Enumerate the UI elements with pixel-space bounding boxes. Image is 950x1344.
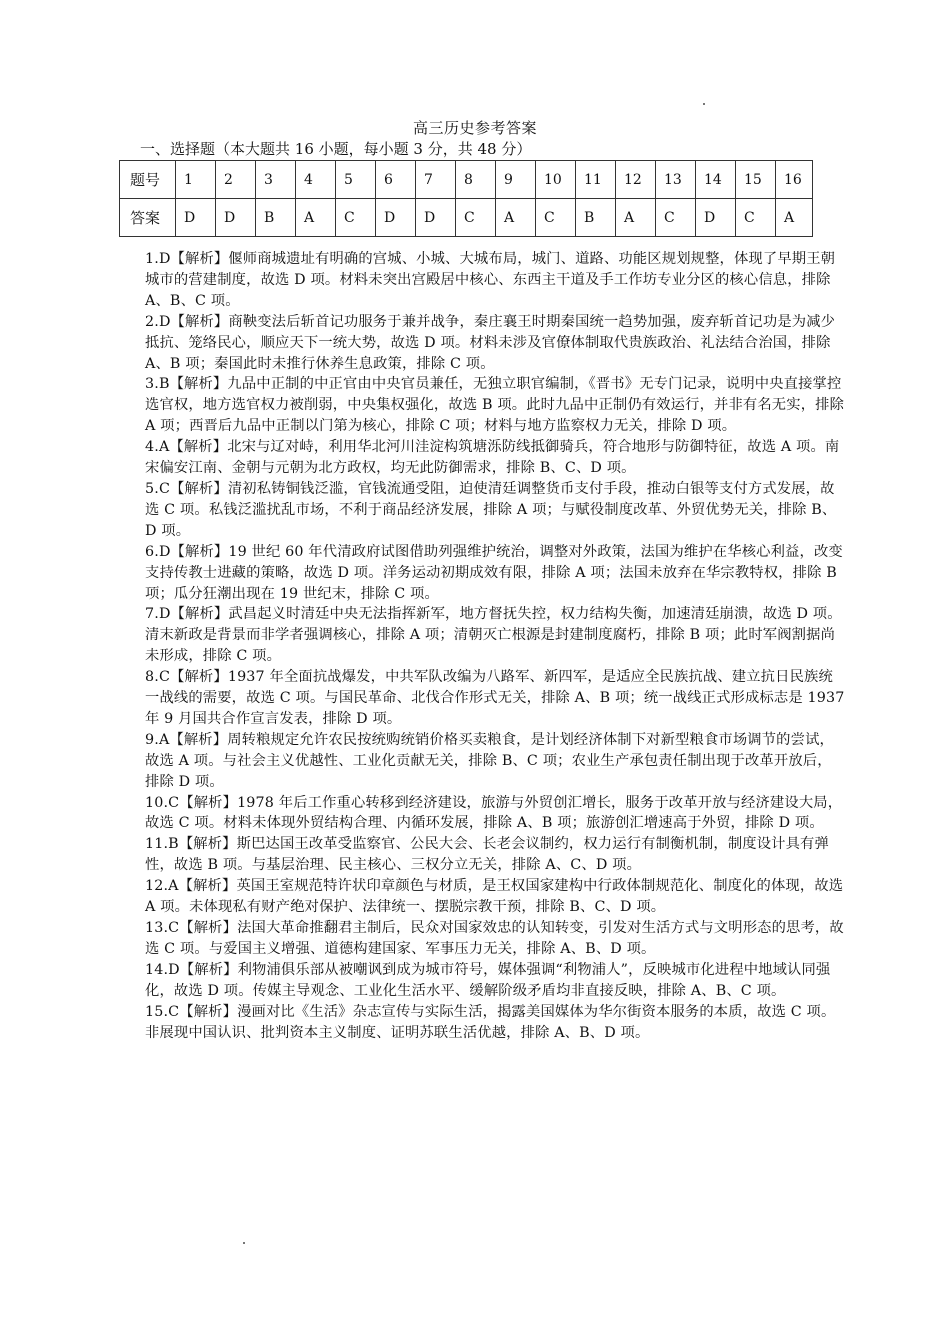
explanation-item: 5.C【解析】清初私铸铜钱泛滥，官钱流通受阻，迫使清廷调整货币支付手段，推动白银等支付方式发展，故选 C 项。私钱泛滥扰乱市场，不利于商品经济发展，排除 A 项；与赋役制度改革、外贸优势无关，排除 B、D 项。	[145, 480, 837, 539]
question-number-cell: 8	[456, 161, 496, 199]
answer-cell: C	[336, 199, 376, 237]
explanation-item: 3.B【解析】九品中正制的中正官由中央官员兼任，无独立职官编制，《晋书》无专门记录，说明中央直接掌控选官权，地方选官权力被削弱，中央集权强化，故选 B 项。此时九品中正制仍有效运行，并非有名无实，排除 A 项；西晋后九品中正制以门第为核心，排除 C 项；材料与地方监察权力无关，排除 D 项。	[145, 376, 845, 435]
answer-table	[119, 160, 813, 237]
explanation-item: 12.A【解析】英国王室规范特许状印章颜色与材质，是王权国家建构中行政体制规范化、制度化的体现，故选 A 项。未体现私有财产绝对保护、法律统一、摆脱宗教干预，排除 B、C、D 项。	[145, 878, 844, 916]
answer-cell: D	[376, 199, 416, 237]
question-number-cell: 5	[336, 161, 376, 199]
explanation-item: 8.C【解析】1937 年全面抗战爆发，中共军队改编为八路军、新四军，是适应全民族抗战、建立抗日民族统一战线的需要，故选 C 项。与国民革命、北伐合作形式无关，排除 A、B 项；统一战线正式形成标志是 1937 年 9 月国共合作宣言发表，排除 D 项。	[145, 669, 845, 727]
answer-cell: C	[656, 199, 696, 237]
explanation-item: 9.A【解析】周转粮规定允许农民按统购统销价格买卖粮食，是计划经济体制下对新型粮食市场调节的尝试，故选 A 项。与社会主义优越性、工业化贡献无关，排除 B、C 项；农业生产承包责任制出现于改革开放后，排除 D 项。	[145, 731, 834, 790]
question-number-cell: 15	[736, 161, 776, 199]
answer-cell: C	[536, 199, 576, 237]
explanation-item: 2.D【解析】商鞅变法后斩首记功服务于兼并战争，秦庄襄王时期秦国统一趋势加强，废弃斩首记功是为减少抵抗、笼络民心，顺应天下一统大势，故选 D 项。材料未涉及官僚体制取代贵族政治、礼法结合治国，排除 A、B 项；秦国此时未推行休养生息政策，排除 C 项。	[145, 313, 836, 372]
explanation-item: 11.B【解析】斯巴达国王改革受监察官、公民大会、长老会议制约，权力运行有制衡机制，制度设计具有弹性，故选 B 项。与基层治理、民主核心、三权分立无关，排除 A、C、D 项。	[145, 836, 829, 874]
row-label-number: 题号	[120, 161, 176, 199]
section-heading: 一、选择题（本大题共 16 小题，每小题 3 分，共 48 分）	[140, 140, 532, 158]
answer-cell: D	[696, 199, 736, 237]
answer-cell: D	[216, 199, 256, 237]
explanation-item: 14.D【解析】利物浦俱乐部从被嘲讽到成为城市符号，媒体强调“利物浦人”，反映城市化进程中地域认同强化，故选 D 项。传媒主导观念、工业化生活水平、缓解阶级矛盾均非直接反映，排除 A、B、C 项。	[145, 961, 831, 999]
question-number-cell: 16	[776, 161, 813, 199]
answer-cell: A	[616, 199, 656, 237]
question-number-cell: 13	[656, 161, 696, 199]
question-number-cell: 3	[256, 161, 296, 199]
question-number-cell: 4	[296, 161, 336, 199]
explanation-item: 10.C【解析】1978 年后工作重心转移到经济建设，旅游与外贸创汇增长，服务于改革开放与经济建设大局，故选 C 项。材料未体现外贸结构合理、内循环发展，排除 A、B 项；旅游创汇增速高于外贸，排除 D 项。	[145, 794, 843, 832]
answer-cell: B	[256, 199, 296, 237]
answer-cell: D	[176, 199, 216, 237]
explanation-item: 4.A【解析】北宋与辽对峙，利用华北河川洼淀构筑塘泺防线抵御骑兵，符合地形与防御特征，故选 A 项。南宋偏安江南、金朝与元朝为北方政权，均无此防御需求，排除 B、C、D 项。	[145, 439, 840, 477]
scan-speck-bottom	[243, 1242, 245, 1244]
answer-cell: C	[736, 199, 776, 237]
answer-cell: C	[456, 199, 496, 237]
answer-cell: A	[296, 199, 336, 237]
question-number-cell: 7	[416, 161, 456, 199]
answer-cell: B	[576, 199, 616, 237]
question-number-cell: 12	[616, 161, 656, 199]
page-title: 高三历史参考答案	[412, 119, 537, 137]
explanation-item: 15.C【解析】漫画对比《生活》杂志宣传与实际生活，揭露美国媒体为华尔街资本服务的本质，故选 C 项。非展现中国认识、批判资本主义制度、证明苏联生活优越，排除 A、B、D 项。	[145, 1003, 836, 1041]
question-number-row	[120, 161, 813, 199]
explanation-list	[145, 249, 845, 1043]
question-number-cell: 14	[696, 161, 736, 199]
answer-cell: A	[776, 199, 813, 237]
scan-speck-top	[703, 103, 705, 105]
question-number-cell: 9	[496, 161, 536, 199]
explanation-item: 13.C【解析】法国大革命推翻君主制后，民众对国家效忠的认知转变，引发对生活方式与文明形态的思考，故选 C 项。与爱国主义增强、道德构建国家、军事压力无关，排除 A、B、D 项。	[145, 920, 844, 957]
row-label-answer: 答案	[120, 199, 176, 237]
explanation-item: 1.D【解析】偃师商城遗址有明确的宫城、小城、大城布局，城门、道路、功能区规划规整，体现了早期王朝城市的营建制度，故选 D 项。材料未突出宫殿居中核心、东西主干道及手工作坊专业分区的核心信息，排除 A、B、C 项。	[145, 251, 836, 309]
explanation-item: 7.D【解析】武昌起义时清廷中央无法指挥新军，地方督抚失控，权力结构失衡，加速清廷崩溃，故选 D 项。清末新政是背景而非学者强调核心，排除 A 项；清朝灭亡根源是封建制度腐朽，排除 B 项；此时军阀割据尚未形成，排除 C 项。	[145, 606, 842, 665]
explanation-item: 6.D【解析】19 世纪 60 年代清政府试图借助列强维护统治，调整对外政策，法国为维护在华核心利益，改变支持传教士进藏的策略，故选 D 项。洋务运动初期成效有限，排除 A 项；法国未放弃在华宗教特权，排除 B 项；瓜分狂潮出现在 19 世纪末，排除 C 项。	[145, 543, 843, 602]
question-number-cell: 10	[536, 161, 576, 199]
question-number-cell: 11	[576, 161, 616, 199]
question-number-cell: 2	[216, 161, 256, 199]
answer-cell: A	[496, 199, 536, 237]
answer-row	[120, 199, 813, 237]
question-number-cell: 1	[176, 161, 216, 199]
answer-cell: D	[416, 199, 456, 237]
question-number-cell: 6	[376, 161, 416, 199]
